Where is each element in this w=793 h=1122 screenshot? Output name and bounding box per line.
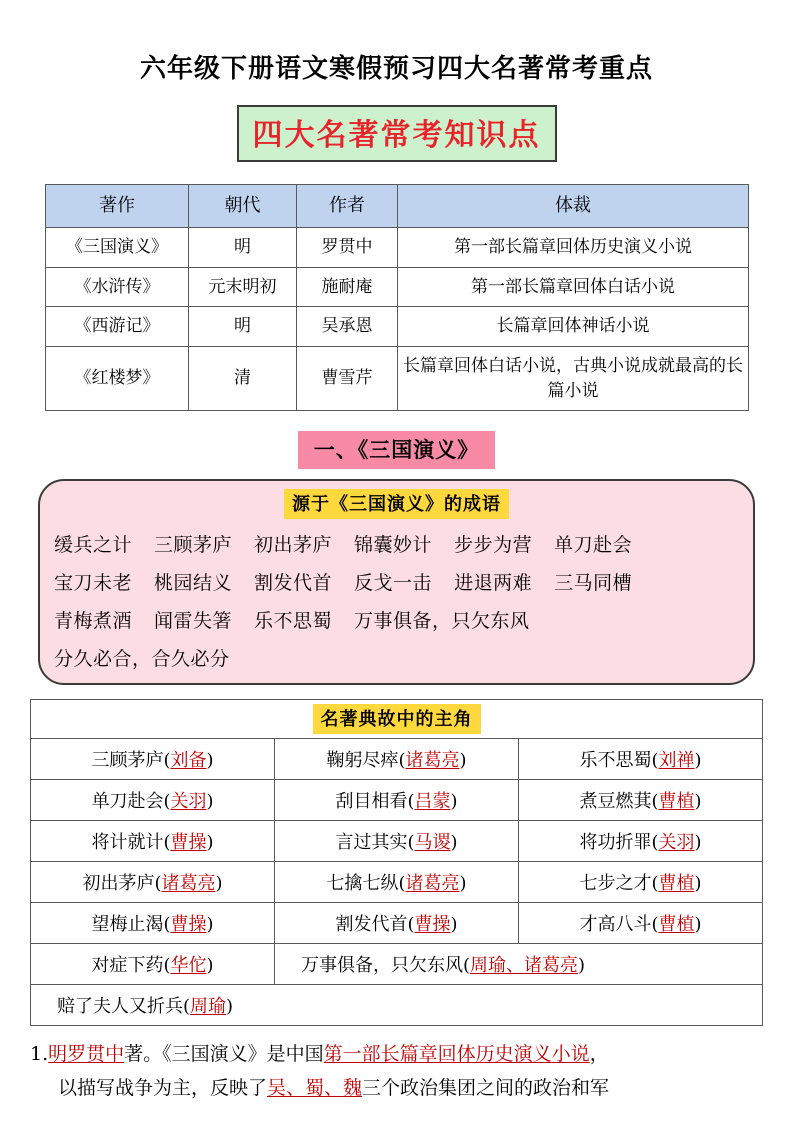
cell-genre: 长篇章回体白话小说，古典小说成就最高的长篇小说 <box>398 347 749 411</box>
cell-allusion <box>519 862 763 903</box>
allusion-paren-close: ) <box>206 955 214 977</box>
allusion-paren-close: ) <box>450 914 458 936</box>
cell-dynasty: 清 <box>189 347 297 411</box>
cell-allusion <box>275 780 519 821</box>
idiom-item: 反戈一击 <box>354 572 433 595</box>
allusion-person: 刘备 <box>170 750 207 772</box>
banner-heading: 四大名著常考知识点 <box>237 105 557 162</box>
allusion-idiom: 割发代首( <box>335 914 415 936</box>
allusions-table <box>30 699 763 1026</box>
allusion-person: 曹植 <box>658 914 695 936</box>
allusion-idiom: 七擒七纵( <box>326 873 406 895</box>
cell-allusion <box>519 739 763 780</box>
idiom-item: 步步为营 <box>454 534 533 557</box>
footnote-paragraph <box>30 1038 763 1105</box>
idiom-item: 桃园结义 <box>154 572 233 595</box>
allusions-table-container <box>0 699 793 1026</box>
allusion-idiom: 单刀赴会( <box>91 791 171 813</box>
allusion-idiom: 七步之才( <box>579 873 659 895</box>
cell-author: 吴承恩 <box>297 307 398 347</box>
idiom-row <box>54 606 739 633</box>
allusion-idiom: 万事俱备，只欠东风( <box>301 955 471 977</box>
idiom-item: 万事俱备，只欠东风 <box>354 610 530 633</box>
cell-allusion <box>275 739 519 780</box>
table-row <box>31 821 763 862</box>
allusions-title: 名著典故中的主角 <box>313 704 481 734</box>
table-header-row <box>46 185 749 228</box>
table-row-merged <box>31 944 763 985</box>
cell-genre: 第一部长篇章回体历史演义小说 <box>398 228 749 268</box>
allusion-paren-close: ) <box>226 996 234 1018</box>
cell-dynasty: 元末明初 <box>189 267 297 307</box>
table-row <box>31 862 763 903</box>
idiom-item: 青梅煮酒 <box>54 610 133 633</box>
cell-allusion <box>31 944 275 985</box>
allusion-idiom: 煮豆燃萁( <box>579 791 659 813</box>
cell-allusion-wide <box>275 944 763 985</box>
allusion-person: 马谡 <box>414 832 451 854</box>
table-row <box>46 267 749 307</box>
allusion-idiom: 望梅止渴( <box>91 914 171 936</box>
cell-allusion <box>31 739 275 780</box>
idiom-box-title: 源于《三国演义》的成语 <box>284 489 509 519</box>
cell-allusion <box>275 903 519 944</box>
idiom-box <box>38 479 755 685</box>
idiom-item: 三顾茅庐 <box>154 534 233 557</box>
table-row <box>46 347 749 411</box>
cell-genre: 第一部长篇章回体白话小说 <box>398 267 749 307</box>
allusions-title-cell <box>31 700 763 739</box>
cell-allusion <box>31 862 275 903</box>
footnote-text-4: 三个政治集团之间的政治和军 <box>362 1076 610 1099</box>
footnote-text-2: ， <box>589 1043 609 1066</box>
allusion-person: 曹操 <box>170 914 207 936</box>
allusion-paren-close: ) <box>578 955 586 977</box>
cell-allusion <box>519 821 763 862</box>
allusion-person: 曹操 <box>170 832 207 854</box>
works-table <box>45 184 749 411</box>
allusion-person: 曹植 <box>658 791 695 813</box>
footnote-text-3: 以描写战争为主，反映了 <box>58 1076 268 1099</box>
cell-allusion <box>275 862 519 903</box>
allusion-idiom: 将计就计( <box>91 832 171 854</box>
table-row <box>31 739 763 780</box>
cell-allusion <box>275 821 519 862</box>
table-row <box>31 780 763 821</box>
footnote-author-red: 明罗贯中 <box>48 1043 125 1066</box>
allusion-person: 诸葛亮 <box>405 750 460 772</box>
cell-allusion <box>519 780 763 821</box>
cell-genre: 长篇章回体神话小说 <box>398 307 749 347</box>
cell-allusion <box>31 821 275 862</box>
allusion-paren-close: ) <box>206 914 214 936</box>
allusion-person: 吕蒙 <box>414 791 451 813</box>
allusion-paren-close: ) <box>206 832 214 854</box>
idiom-item: 初出茅庐 <box>254 534 333 557</box>
table-header-row <box>31 700 763 739</box>
cell-work: 《红楼梦》 <box>46 347 189 411</box>
page-title: 六年级下册语文寒假预习四大名著常考重点 <box>139 54 653 84</box>
footnote-number: 1. <box>30 1043 49 1066</box>
allusion-paren-close: ) <box>694 832 702 854</box>
idiom-row <box>54 530 739 557</box>
cell-author: 曹雪芹 <box>297 347 398 411</box>
idiom-row <box>54 568 739 595</box>
allusion-idiom: 初出茅庐( <box>82 873 162 895</box>
footnote-text-1: 著。《三国演义》是中国 <box>124 1043 324 1066</box>
section-heading-container <box>0 431 793 469</box>
idiom-item: 分久必合，合久必分 <box>54 648 230 671</box>
cell-dynasty: 明 <box>189 307 297 347</box>
allusion-person: 关羽 <box>170 791 207 813</box>
allusion-person: 曹植 <box>658 873 695 895</box>
table-row-merged <box>31 985 763 1026</box>
allusion-paren-close: ) <box>459 873 467 895</box>
cell-work: 《水浒传》 <box>46 267 189 307</box>
allusion-idiom: 言过其实( <box>335 832 415 854</box>
table-row <box>46 228 749 268</box>
idiom-item: 单刀赴会 <box>554 534 633 557</box>
table-row <box>46 307 749 347</box>
col-header-dynasty: 朝代 <box>189 185 297 228</box>
allusion-idiom: 乐不思蜀( <box>579 750 659 772</box>
idiom-item: 宝刀未老 <box>54 572 133 595</box>
allusion-paren-close: ) <box>694 873 702 895</box>
idiom-item: 缓兵之计 <box>54 534 133 557</box>
allusion-idiom: 将功折罪( <box>579 832 659 854</box>
allusion-idiom: 鞠躬尽瘁( <box>326 750 406 772</box>
cell-author: 罗贯中 <box>297 228 398 268</box>
cell-work: 《三国演义》 <box>46 228 189 268</box>
idiom-box-title-container <box>54 489 739 519</box>
footnote-genre-red: 第一部长篇章回体历史演义小说 <box>323 1043 590 1066</box>
footnote-kingdoms-red: 吴、蜀、魏 <box>267 1076 363 1099</box>
allusion-paren-close: ) <box>215 873 223 895</box>
allusion-paren-close: ) <box>450 791 458 813</box>
allusion-paren-close: ) <box>459 750 467 772</box>
allusion-person: 周瑜、诸葛亮 <box>470 955 579 977</box>
cell-work: 《西游记》 <box>46 307 189 347</box>
allusion-paren-close: ) <box>694 791 702 813</box>
allusion-paren-close: ) <box>206 791 214 813</box>
allusion-idiom: 对症下药( <box>91 955 171 977</box>
cell-allusion <box>31 903 275 944</box>
allusion-paren-close: ) <box>694 750 702 772</box>
footnote-line-2 <box>30 1072 763 1105</box>
idiom-item: 锦囊妙计 <box>354 534 433 557</box>
allusion-person: 诸葛亮 <box>405 873 460 895</box>
cell-allusion <box>519 903 763 944</box>
section-heading: 一、《三国演义》 <box>298 431 496 469</box>
idiom-item: 三马同槽 <box>554 572 633 595</box>
table-row <box>31 903 763 944</box>
idiom-item: 乐不思蜀 <box>254 610 333 633</box>
idiom-item: 进退两难 <box>454 572 533 595</box>
idiom-row <box>54 644 739 671</box>
allusion-paren-close: ) <box>450 832 458 854</box>
cell-author: 施耐庵 <box>297 267 398 307</box>
cell-dynasty: 明 <box>189 228 297 268</box>
cell-allusion-full <box>31 985 763 1026</box>
works-table-container <box>0 184 793 411</box>
allusion-person: 刘禅 <box>658 750 695 772</box>
allusion-person: 周瑜 <box>190 996 227 1018</box>
idiom-item: 割发代首 <box>254 572 333 595</box>
allusion-person: 华佗 <box>170 955 207 977</box>
allusion-person: 关羽 <box>658 832 695 854</box>
allusion-paren-close: ) <box>206 750 214 772</box>
allusion-idiom: 三顾茅庐( <box>91 750 171 772</box>
col-header-work: 著作 <box>46 185 189 228</box>
allusion-paren-close: ) <box>694 914 702 936</box>
banner-container <box>0 105 793 162</box>
allusion-idiom: 刮目相看( <box>335 791 415 813</box>
allusion-idiom: 赔了夫人又折兵( <box>57 996 191 1018</box>
allusion-idiom: 才高八斗( <box>579 914 659 936</box>
idiom-item: 闻雷失箸 <box>154 610 233 633</box>
cell-allusion <box>31 780 275 821</box>
col-header-author: 作者 <box>297 185 398 228</box>
col-header-genre: 体裁 <box>398 185 749 228</box>
allusion-person: 诸葛亮 <box>161 873 216 895</box>
allusion-person: 曹操 <box>414 914 451 936</box>
